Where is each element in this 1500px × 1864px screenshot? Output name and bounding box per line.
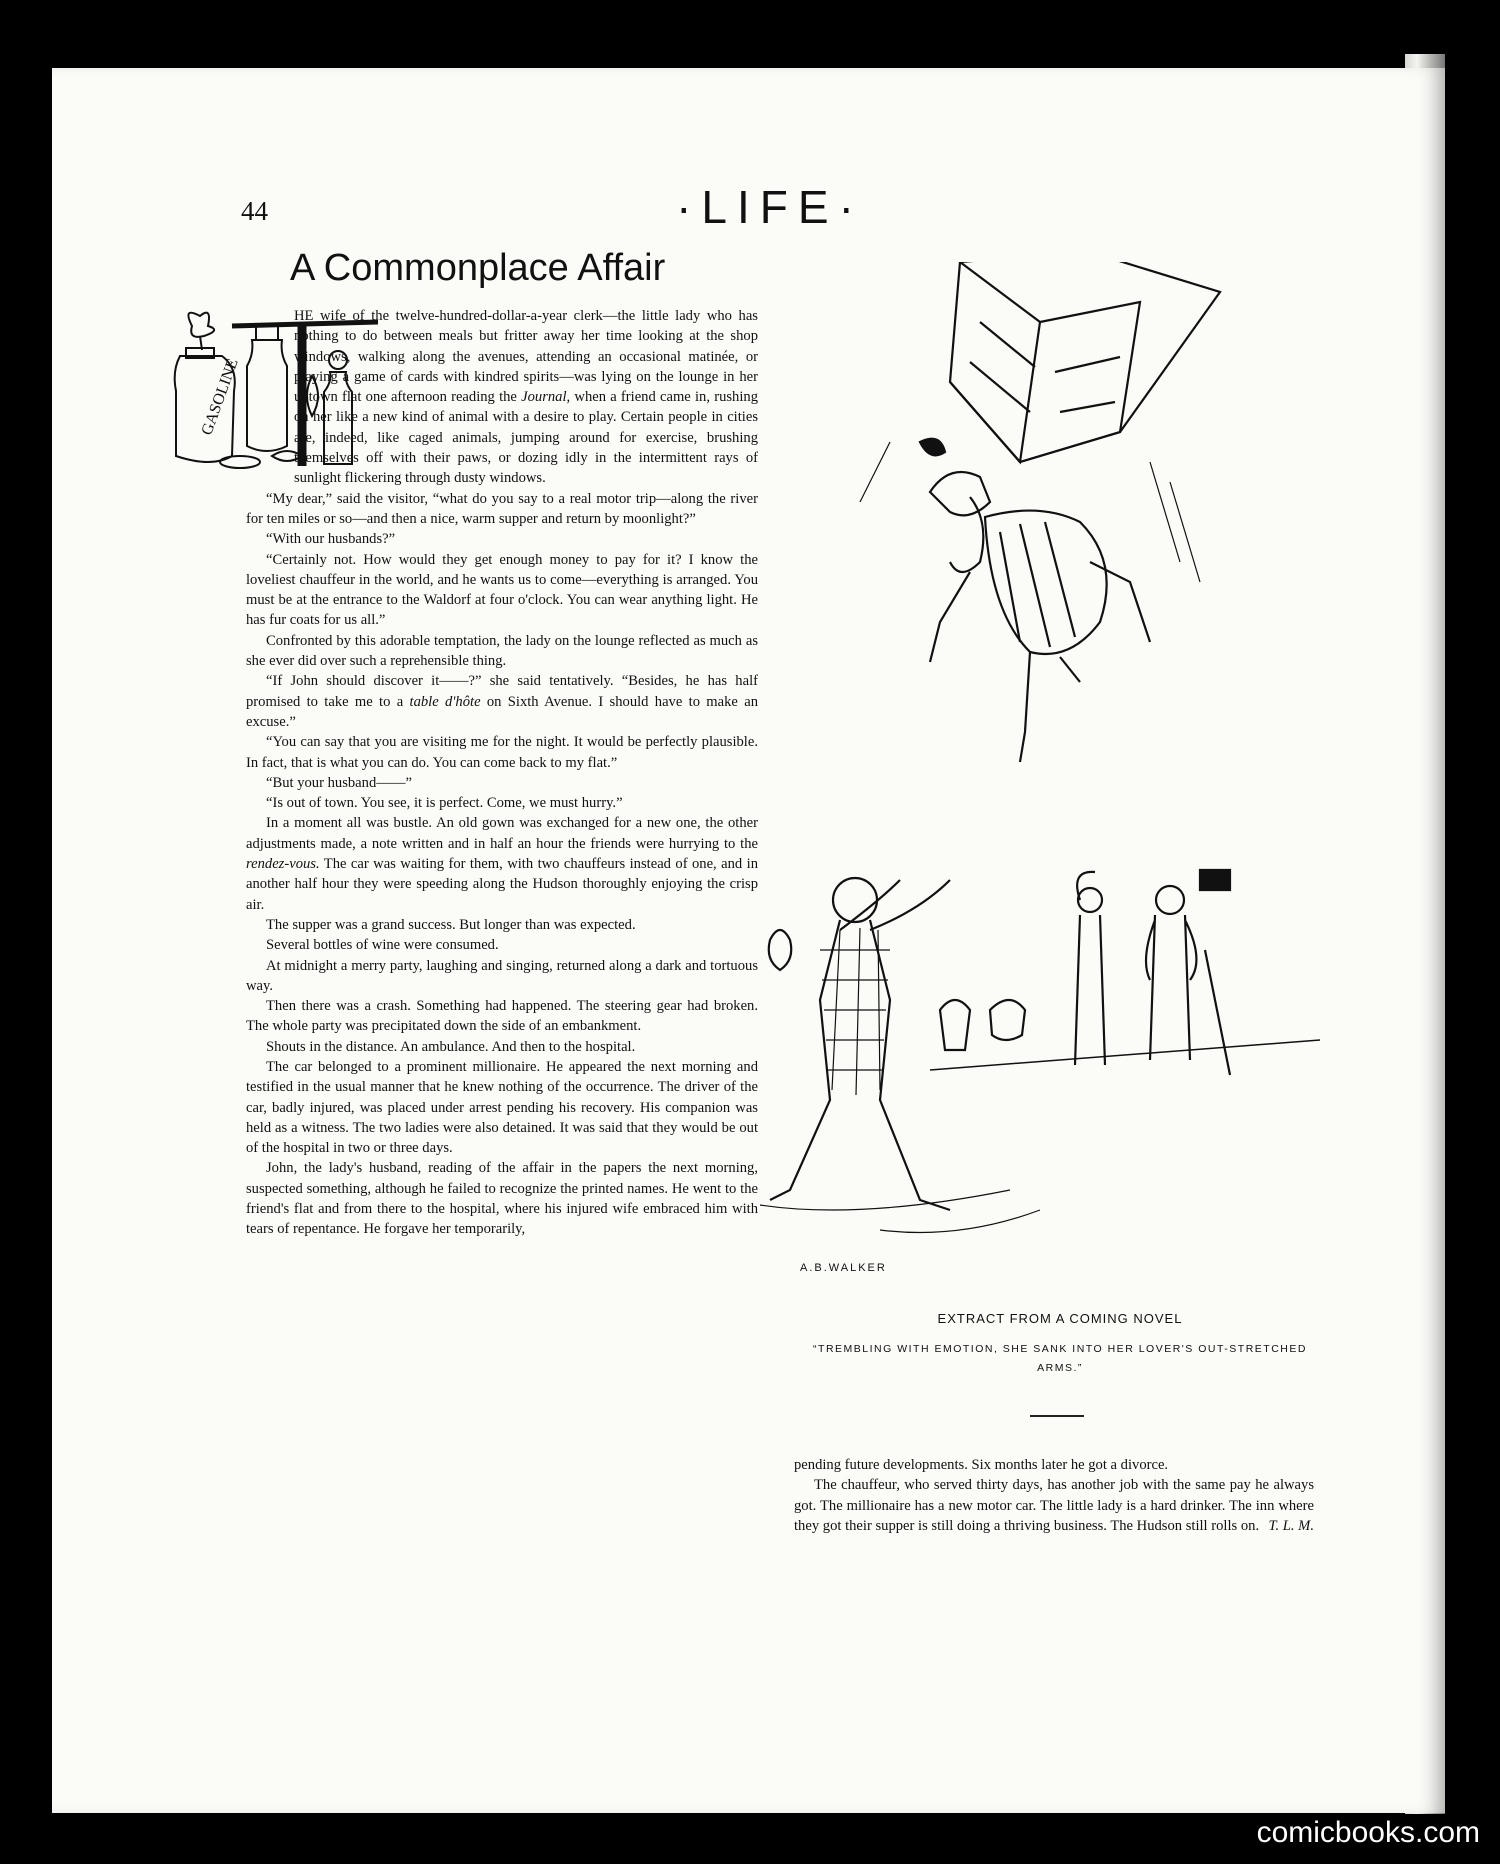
article-paragraph: “With our husbands?” — [266, 531, 396, 548]
article-right-column — [794, 1455, 1314, 1536]
illustration-falling-woman — [820, 262, 1240, 802]
section-divider — [1030, 1415, 1084, 1417]
article-paragraph: Then there was a crash. Something had happened. The steering gear had broken. The whole party was precipitated down the side of an embankment. — [246, 998, 758, 1035]
article-title: A Commonplace Affair — [290, 247, 666, 289]
page-number: 44 — [241, 196, 268, 226]
article-paragraph: In a moment all was bustle. An old gown was exchanged for a new one, the other adjustments made, a note written and in half an hour the friends were hurrying to the rendez-vous. The car was waiting for them, with two chauffeurs instead of one, and in another half hour they were speeding along the Hudson thoroughly enjoying the crisp air. — [246, 815, 758, 913]
illustrator-signature: A.B.WALKER — [800, 1262, 887, 1274]
article-left-column — [246, 306, 758, 1240]
article-paragraph: pending future developments. Six months later he got a divorce. — [794, 1457, 1169, 1473]
article-paragraph: The supper was a grand success. But longer than was expected. — [266, 916, 636, 933]
article-paragraph: Several bottles of wine were consumed. — [266, 937, 499, 954]
article-paragraph: “But your husband——” — [266, 774, 412, 791]
article-paragraph: Confronted by this adorable temptation, the lady on the lounge reflected as much as she ever did over such a reprehensible thing. — [246, 632, 758, 670]
masthead: ·LIFE· — [676, 181, 864, 233]
article-paragraph: “My dear,” said the visitor, “what do you say to a real motor trip—along the river for ten miles or so—and then a nice, warm supper and return by moonlight?” — [246, 490, 758, 527]
article-paragraph: “You can say that you are visiting me for the night. It would be perfectly plausible. In fact, that is what you can do. You can come back to my flat.” — [246, 734, 758, 771]
article-paragraph: Shouts in the distance. An ambulance. And then to the hospital. — [266, 1038, 636, 1055]
illustration-reaching-man — [760, 860, 1320, 1280]
article-paragraph: The car belonged to a prominent millionaire. He appeared the next morning and testified in the usual manner that he knew nothing of the occurrence. The driver of the car, badly injured, was placed under arrest pending his recovery. His companion was held as a witness. The two ladies were also detained. It was said that they would be out of the hospital in two or three days. — [246, 1058, 758, 1157]
article-paragraph: HE wife of the twelve-hundred-dollar-a-year clerk—the little lady who has nothing to do between meals but fritter away her time looking at the shop windows, walking along the avenues, attending an occasional matinée, or playing a game of cards with kindred spirits—was lying on the lounge in her uptown flat one afternoon reading the Journal, when a friend came in, rushing on her like a new kind of animal with a desire to play. Certain people in cities are, indeed, like caged animals, jumping around for exercise, brushing themselves off with their paws, or dozing idly in the intermittent rays of sunlight flickering through dusty windows. — [294, 308, 758, 487]
caption-text: “TREMBLING WITH EMOTION, SHE SANK INTO HER LOVER'S OUT-STRETCHED ARMS.” — [813, 1343, 1307, 1374]
article-paragraph: “Is out of town. You see, it is perfect. Come, we must hurry.” — [266, 795, 623, 812]
article-paragraph: At midnight a merry party, laughing and singing, returned along a dark and tortuous way. — [246, 957, 758, 994]
gasoline-label: GASOLINE — [198, 356, 242, 438]
article-paragraph: John, the lady's husband, reading of the affair in the papers the next morning, suspected something, although he failed to recognize the printed names. He went to the friend's flat and from there to the hospital, where his injured wife embraced him with tears of repentance. He forgave her temporarily, — [246, 1160, 758, 1238]
article-paragraph: “If John should discover it——?” she said tentatively. “Besides, he has half promised to take me to a table d'hôte on Sixth Avenue. I should have to make an excuse.” — [246, 673, 758, 730]
article-paragraph: The chauffeur, who served thirty days, has another job with the same pay he always got. The millionaire has a new motor car. The little lady is a hard drinker. The inn where they got their supper is still doing a thriving business. The Hudson still rolls on. — [794, 1477, 1314, 1534]
caption-title: EXTRACT FROM A COMING NOVEL — [937, 1311, 1183, 1326]
dropcap-space — [154, 306, 284, 482]
watermark: comicbooks.com — [1256, 1816, 1480, 1849]
article-paragraph: “Certainly not. How would they get enough money to pay for it? I know the loveliest chauffeur in the world, and he wants us to come—everything is arranged. You must be at the entrance to the Waldorf at four o'clock. You can wear anything light. He has fur coats for us all.” — [246, 551, 758, 629]
author-initials: T. L. M. — [1268, 1518, 1314, 1535]
